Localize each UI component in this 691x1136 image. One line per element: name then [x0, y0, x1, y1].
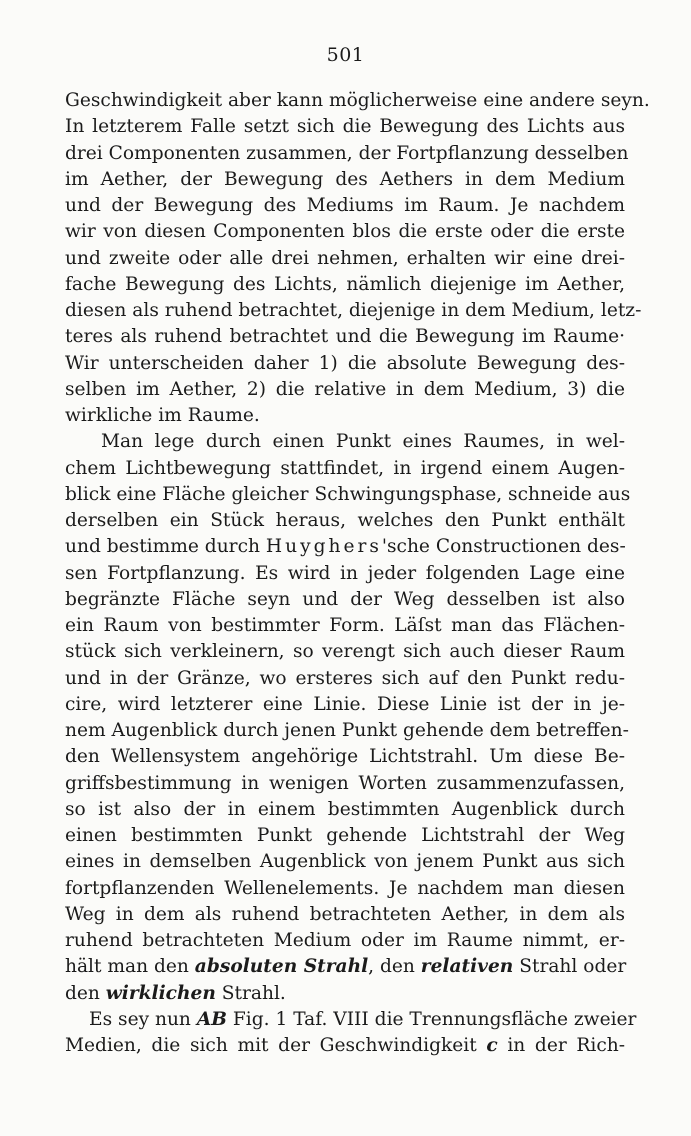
emphasis-relative-ray: relativen	[420, 956, 514, 978]
text-line: cire, wird letzterer eine Linie. Diese Linie ist der in je-	[65, 693, 625, 715]
text-line: selben im Aether, 2) die relative in dem Medium, 3) die	[65, 378, 625, 400]
text-line: drei Componenten zusammen, der Fortpflanzung desselben	[65, 142, 629, 164]
text-line: im Aether, der Bewegung des Aethers in dem Medium	[65, 168, 625, 190]
text-segment: Strahl.	[215, 982, 286, 1004]
text-line: fortpflanzenden Wellenelements. Je nachdem man diesen	[65, 877, 625, 899]
text-line: und in der Gränze, wo ersteres sich auf den Punkt redu-	[65, 667, 625, 689]
text-line: stück sich verkleinern, so verengt sich auch dieser Raum	[65, 641, 625, 663]
text-line: so ist also der in einem bestimmten Augenblick durch	[65, 798, 625, 820]
text-line: wirkliche im Raume.	[65, 405, 260, 426]
emphasis-absolute-ray: absoluten Strahl	[194, 956, 369, 978]
text-segment: den	[65, 982, 106, 1004]
emphasis-actual-ray: wirklichen	[105, 982, 216, 1004]
math-symbol-c: c	[486, 1035, 498, 1056]
text-line	[65, 1007, 637, 1033]
text-line: teres als ruhend betrachtet und die Bewegung im Raume·	[65, 326, 625, 348]
paragraph-3	[65, 1007, 637, 1060]
text-line: ein Raum von bestimmter Form. Läſst man das Flächen-	[65, 615, 625, 636]
math-symbol-ab: AB	[196, 1008, 227, 1030]
text-line: und der Bewegung des Mediums im Raum. Je nachdem	[65, 195, 625, 216]
text-line: und zweite oder alle drei nehmen, erhalten wir eine drei-	[65, 247, 625, 269]
text-line	[65, 981, 625, 1007]
text-line: ruhend betrachteten Medium oder im Raume nimmt, er-	[65, 930, 625, 951]
text-line: derselben ein Stück heraus, welches den Punkt enthält	[65, 510, 625, 531]
text-line: chem Lichtbewegung stattfindet, in irgend einem Augen-	[65, 457, 625, 479]
text-line	[65, 534, 625, 560]
text-segment: Strahl oder	[513, 956, 627, 978]
paragraph-2	[65, 429, 631, 1007]
text-line: wir von diesen Componenten blos die erste oder die erste	[65, 221, 625, 243]
text-line: Weg in dem als ruhend betrachteten Aether, in dem als	[65, 903, 625, 925]
text-segment: Fig. 1 Taf. VIII die Trennungsfläche zweier	[226, 1008, 637, 1030]
text-segment: Es sey nun	[89, 1008, 197, 1030]
paragraph-1	[65, 88, 650, 429]
text-line: In letzterem Falle setzt sich die Bewegung des Lichts aus	[65, 116, 625, 138]
text-line: eines in demselben Augenblick von jenem Punkt aus sich	[65, 851, 625, 873]
spaced-name: Huyghers	[265, 536, 382, 558]
text-segment: in der Rich-	[497, 1035, 625, 1056]
text-segment: hält man den	[65, 956, 195, 978]
text-line: den Wellensystem angehörige Lichtstrahl. Um diese Be-	[65, 746, 625, 768]
body-text	[65, 88, 650, 1059]
text-line: Wir unterscheiden daher 1) die absolute Bewegung des-	[65, 352, 625, 374]
page-number: 501	[326, 44, 365, 66]
text-line: Man lege durch einen Punkt eines Raumes, in wel-	[101, 431, 625, 453]
text-segment: und bestimme durch	[65, 536, 266, 558]
text-line: griffsbestimmung in wenigen Worten zusammenzufassen,	[65, 772, 625, 794]
text-line: begränzte Fläche seyn und der Weg desselben ist also	[65, 588, 625, 610]
text-line: fache Bewegung des Lichts, nämlich diejenige im Aether,	[65, 273, 625, 295]
text-line	[65, 1033, 625, 1059]
text-segment: Medien, die sich mit der Geschwindigkeit	[65, 1035, 487, 1056]
text-line	[65, 954, 625, 980]
text-line: nem Augenblick durch jenen Punkt gehende dem betreffen-	[65, 720, 629, 741]
text-segment: , den	[368, 956, 421, 978]
text-segment: 'sche Constructionen des-	[381, 536, 626, 558]
text-line: einen bestimmten Punkt gehende Lichtstrahl der Weg	[65, 825, 625, 846]
text-line: Geschwindigkeit aber kann möglicherweise eine andere seyn.	[65, 90, 650, 111]
text-line: diesen als ruhend betrachtet, diejenige in dem Medium, letz-	[65, 300, 642, 321]
text-line: blick eine Fläche gleicher Schwingungsphase, schneide aus	[65, 483, 631, 505]
text-line: sen Fortpflanzung. Es wird in jeder folgenden Lage eine	[65, 562, 625, 584]
